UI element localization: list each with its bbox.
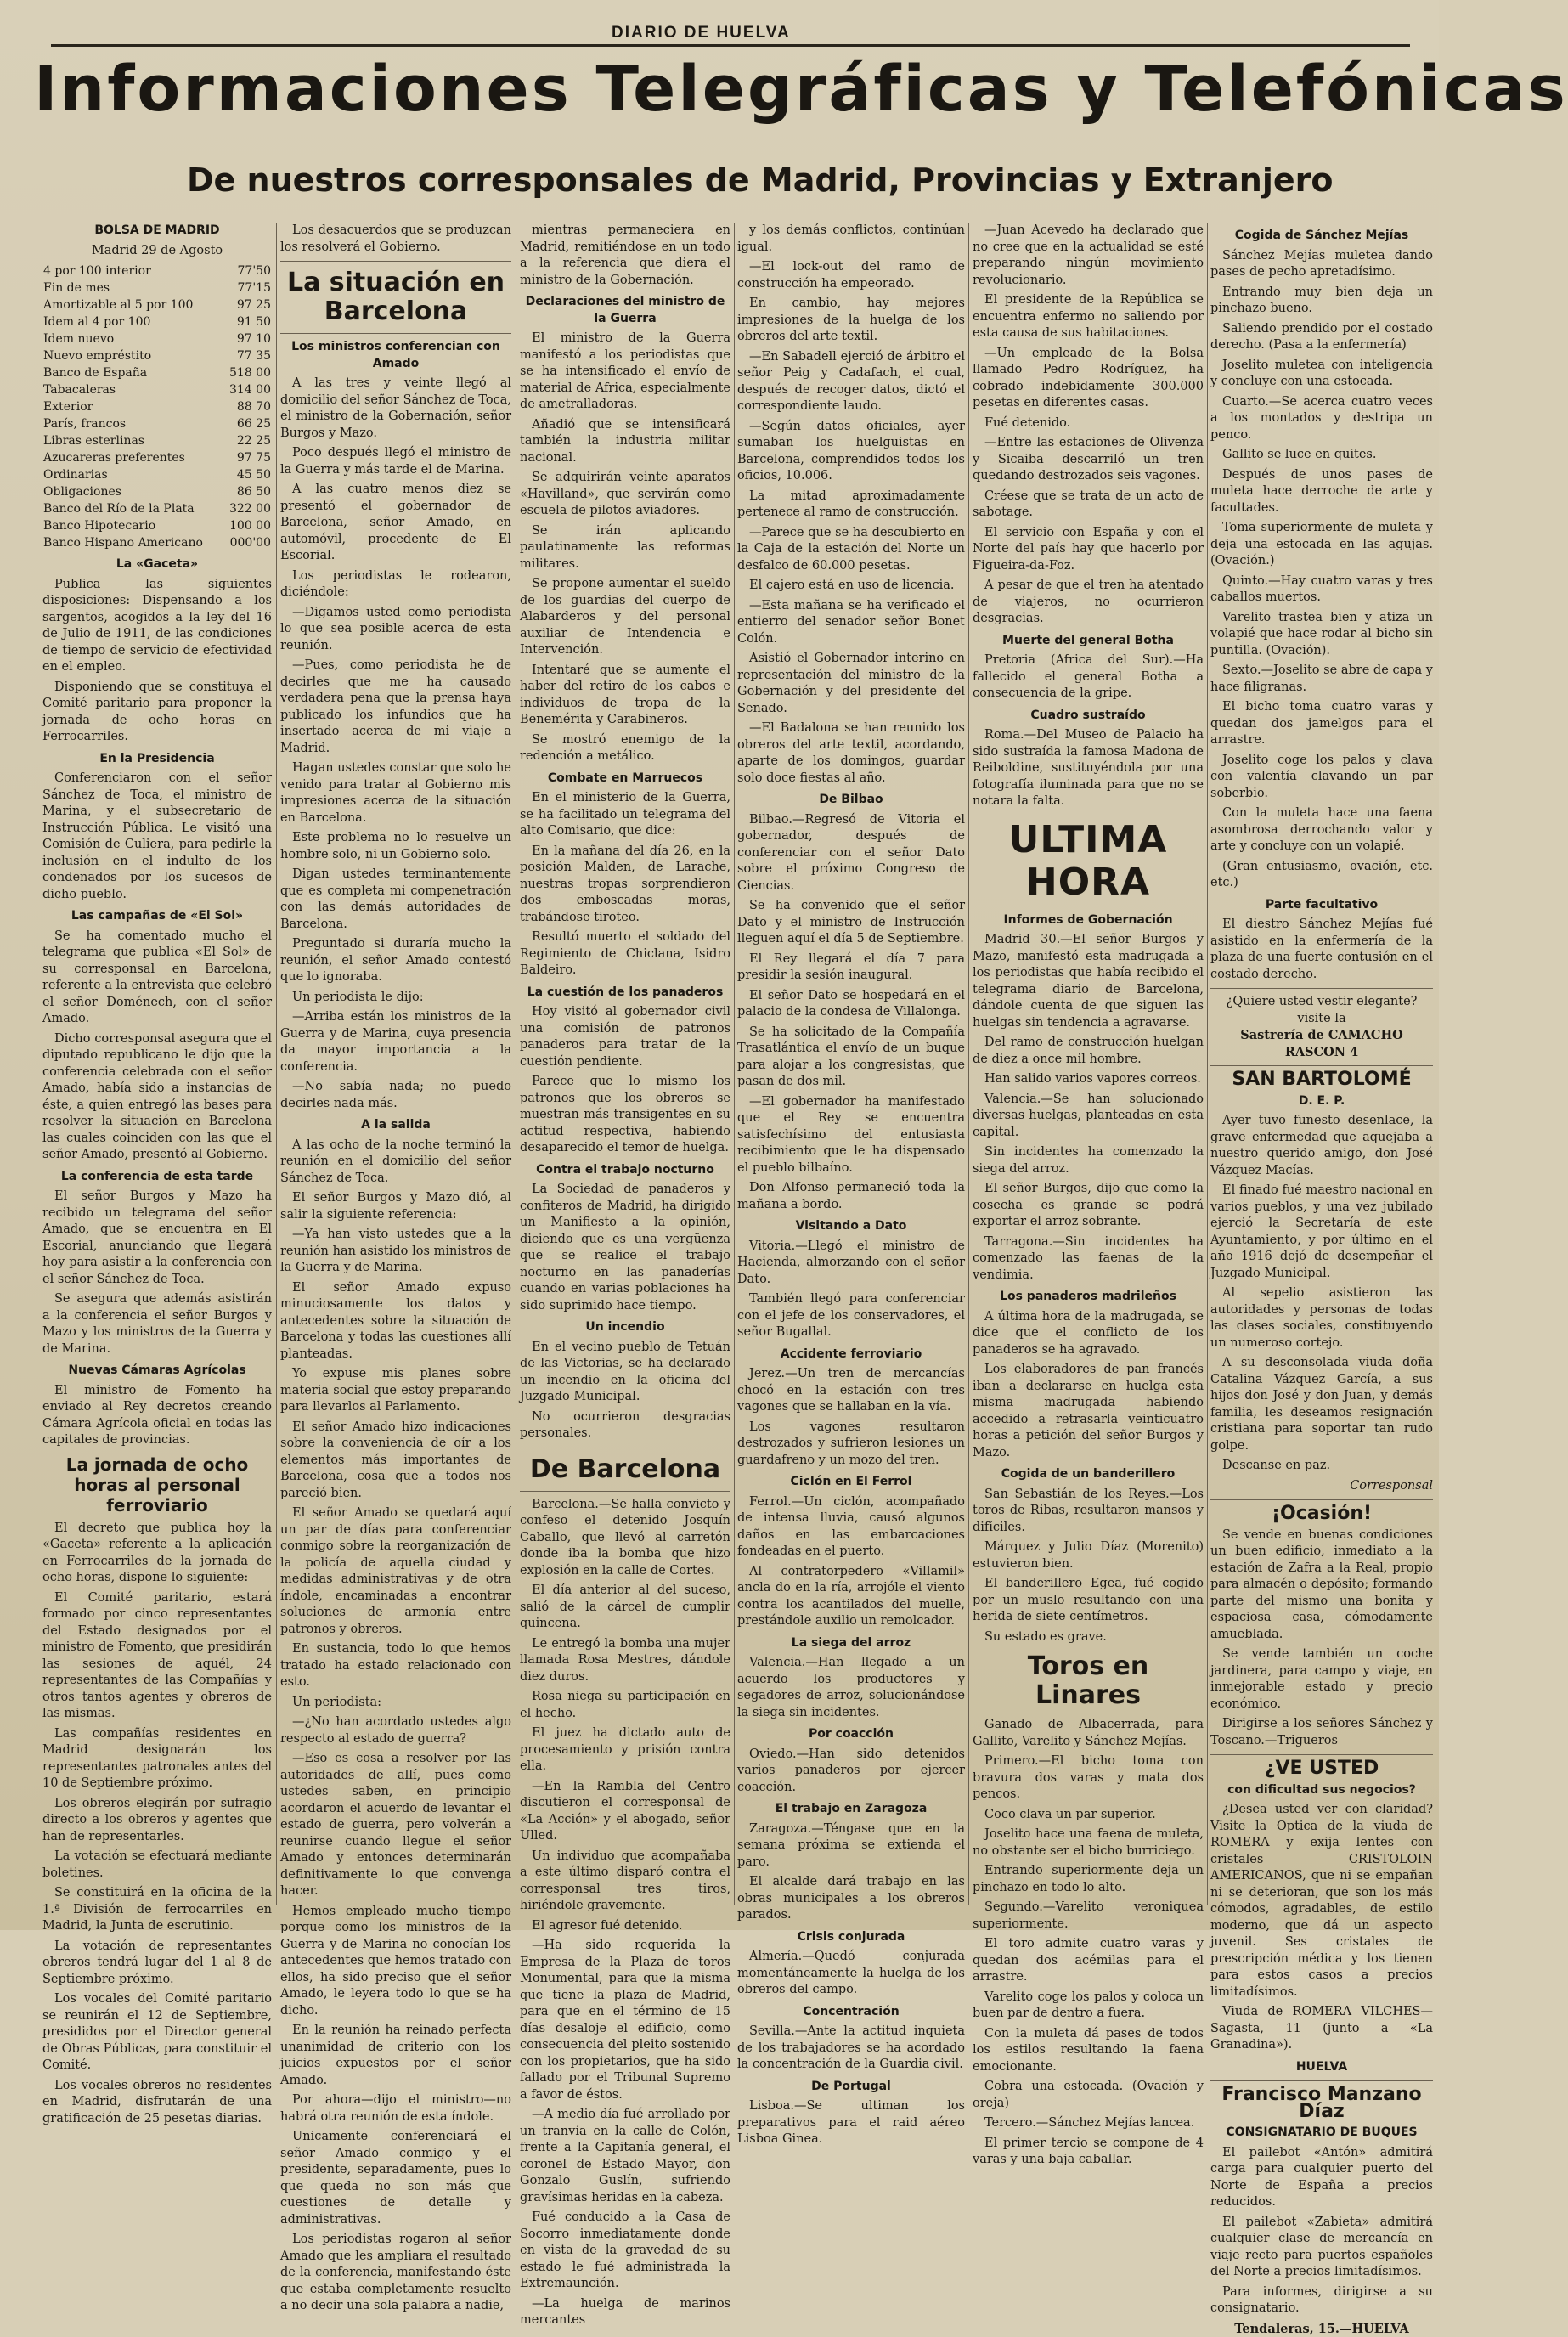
- bolsa-row: [42, 364, 272, 381]
- divider: [520, 1491, 730, 1492]
- paragraph: El ministro de la Guerra manifestó a los periodistas que se ha intensificado el envío de material de Africa, especialmente de ametralladoras.: [520, 330, 730, 414]
- bolsa-row: [42, 483, 272, 500]
- paragraph: Oviedo.—Han sido detenidos varios panaderos por ejercer coacción.: [737, 1747, 965, 1797]
- paragraph: —Eso es cosa a resolver por las autoridades de allí, pues como ustedes saben, en principio acordaron el acuerdo de levantar el estado de guerra, pero volverán a reunirse cuando llegue el señor Amado y entonces determinarán definitivamente lo que convenga hacer.: [280, 1751, 511, 1900]
- paragraph: Los obreros elegirán por sufragio directo a los obreros y agentes que han de representarles.: [42, 1796, 272, 1846]
- ad-city: HUELVA: [1210, 2059, 1433, 2076]
- paragraph: Los vocales del Comité paritario se reunirán el 12 de Septiembre, presididos por el Director general de Obras Públicas, para constituir el Comité.: [42, 1991, 272, 2075]
- page-subtitle: De nuestros corresponsales de Madrid, Provincias y Extranjero: [187, 161, 1291, 199]
- paragraph: Se vende en buenas condiciones un buen edificio, inmediato a la estación de Zafra a la Real, propio para almacén o depósito; formando parte del mismo una bonita y espaciosa casa, cómodamente amueblada.: [1210, 1527, 1433, 1644]
- paragraph: Madrid 30.—El señor Burgos y Mazo, manifestó esta madrugada a los periodistas que había recibido el telegrama diario de Barcelona, dándole cuenta de que siguen las huelgas sin tendencia a agravarse.: [973, 932, 1204, 1031]
- paragraph: Los elaboradores de pan francés iban a declararse en huelga esta misma madrugada habiendo accedido a retrasarla veinticuatro horas a petición del señor Burgos y Mazo.: [973, 1362, 1204, 1461]
- paragraph: A pesar de que el tren ha atentado de viajeros, no ocurrieron desgracias.: [973, 578, 1204, 628]
- bolsa-label: 4 por 100 interior: [42, 262, 223, 279]
- paragraph: Viuda de ROMERA VILCHES—Sagasta, 11 (junto a «La Granadina»).: [1210, 2004, 1433, 2054]
- section-heading: Las campañas de «El Sol»: [42, 908, 272, 925]
- bolsa-value: 91 50: [223, 313, 272, 330]
- paragraph: Con la muleta dá pases de todos los estilos resultando la faena emocionante.: [973, 2026, 1204, 2076]
- paragraph: Coco clava un par superior.: [973, 1807, 1204, 1824]
- bolsa-row: [42, 381, 272, 398]
- paragraph: Jerez.—Un tren de mercancías chocó en la estación con tres vagones que se hallaban en la vía.: [737, 1366, 965, 1416]
- paragraph: —Un empleado de la Bolsa llamado Pedro Rodríguez, ha cobrado indebidamente 300.000 pesetas en diferentes casas.: [973, 346, 1204, 412]
- paragraph: Para informes, dirigirse a su consignatario.: [1210, 2284, 1433, 2317]
- paragraph: Almería.—Quedó conjurada momentáneamente la huelga de los obreros del campo.: [737, 1949, 965, 1999]
- bolsa-value: 97 75: [223, 449, 272, 466]
- bolsa-label: Banco del Río de la Plata: [42, 500, 223, 517]
- paragraph: La Sociedad de panaderos y confiteros de Madrid, ha dirigido un Manifiesto a la opinión, diciendo que es una vergüenza que se realice el trabajo nocturno en las panaderías cuando en varias poblaciones ha sido suprimido hace tiempo.: [520, 1182, 730, 1314]
- paragraph: Se irán aplicando paulatinamente las reformas militares.: [520, 523, 730, 573]
- column-5: [973, 223, 1204, 1913]
- paragraph: Cobra una estocada. (Ovación y oreja): [973, 2079, 1204, 2112]
- column-rule: [276, 223, 277, 1905]
- section-heading: Nuevas Cámaras Agrícolas: [42, 1363, 272, 1380]
- column-3: [520, 223, 730, 1913]
- ad-text: ¿Quiere usted vestir elegante?: [1210, 994, 1433, 1011]
- section-heading: SAN BARTOLOMÉ: [1210, 1071, 1433, 1088]
- paragraph: A las tres y veinte llegó al domicilio del señor Sánchez de Toca, el ministro de la Gobernación, señor Burgos y Mazo.: [280, 375, 511, 442]
- paragraph: Roma.—Del Museo de Palacio ha sido sustraída la famosa Madona de Reiboldine, sustituyéndola por una fotografía iluminada para que no se notara la falta.: [973, 727, 1204, 810]
- paragraph: —Parece que se ha descubierto en la Caja de la estación del Norte un desfalco de 60.000 pesetas.: [737, 525, 965, 575]
- paragraph: El Rey llegará el día 7 para presidir la sesión inaugural.: [737, 951, 965, 985]
- paragraph: Asistió el Gobernador interino en representación del ministro de la Gobernación y del presidente del Senado.: [737, 651, 965, 717]
- paragraph: Joselito coge los palos y clava con valentía clavando un par soberbio.: [1210, 753, 1433, 803]
- paragraph: Tercero.—Sánchez Mejías lancea.: [973, 2115, 1204, 2132]
- paragraph: Tarragona.—Sin incidentes ha comenzado las faenas de la vendimia.: [973, 1234, 1204, 1284]
- section-heading: Cogida de Sánchez Mejías: [1210, 228, 1433, 245]
- ad-subheading: con dificultad sus negocios?: [1210, 1782, 1433, 1799]
- section-heading: Cuadro sustraído: [973, 708, 1204, 725]
- paragraph: Descanse en paz.: [1210, 1458, 1433, 1475]
- section-heading: Ciclón en El Ferrol: [737, 1474, 965, 1491]
- paragraph: Rosa niega su participación en el hecho.: [520, 1689, 730, 1722]
- bolsa-row: [42, 330, 272, 347]
- paragraph: Sexto.—Joselito se abre de capa y hace filigranas.: [1210, 663, 1433, 696]
- paragraph: Ganado de Albacerrada, para Gallito, Varelito y Sánchez Mejías.: [973, 1717, 1204, 1750]
- paragraph: Un periodista:: [280, 1695, 511, 1712]
- paragraph: Joselito hace una faena de muleta, no obstante ser el bicho burriciego.: [973, 1826, 1204, 1860]
- ad-text: visite la: [1210, 1011, 1433, 1028]
- paragraph: Cuarto.—Se acerca cuatro veces a los montados y destripa un penco.: [1210, 394, 1433, 444]
- bolsa-value: 97 25: [223, 296, 272, 313]
- bolsa-date: Madrid 29 de Agosto: [42, 243, 272, 260]
- bolsa-row: [42, 262, 272, 279]
- paragraph: Se mostró enemigo de la redención a metálico.: [520, 732, 730, 765]
- paragraph: —Ha sido requerida la Empresa de la Plaza de toros Monumental, para que la misma que tiene la plaza de Madrid, para que en el término de 15 días desaloje el edificio, como consecuencia del pleito sostenido con los propietarios, que ha sido fallado por el Tribunal Supremo a favor de éstos.: [520, 1938, 730, 2103]
- paragraph: —A medio día fué arrollado por un tranvía en la calle de Colón, frente a la Capitanía general, el coronel de Estado Mayor, don Gonzalo Guslín, sufriendo gravísimas heridas en la cabeza.: [520, 2107, 730, 2206]
- paragraph: También llegó para conferenciar con el jefe de los conservadores, el señor Bugallal.: [737, 1291, 965, 1341]
- paragraph: Joselito muletea con inteligencia y concluye con una estocada.: [1210, 358, 1433, 391]
- paragraph: Un periodista le dijo:: [280, 990, 511, 1007]
- bolsa-heading: BOLSA DE MADRID: [42, 223, 272, 240]
- paragraph: La votación se efectuará mediante boletines.: [42, 1849, 272, 1882]
- paragraph: Bilbao.—Regresó de Vitoria el gobernador, después de conferenciar con el señor Dato sobre el próximo Congreso de Ciencias.: [737, 812, 965, 895]
- paragraph: —En Sabadell ejerció de árbitro el señor Peig y Cadafach, el cual, después de recoger datos, dictó el correspondiente laudo.: [737, 349, 965, 415]
- section-heading: Combate en Marruecos: [520, 771, 730, 787]
- divider: [1210, 1754, 1433, 1755]
- paragraph: Hoy visitó al gobernador civil una comisión de patronos panaderos para tratar de la cuestión pendiente.: [520, 1004, 730, 1070]
- paragraph: —La huelga de marinos mercantes: [520, 2296, 730, 2329]
- paragraph: Conferenciaron con el señor Sánchez de Toca, el ministro de Marina, y el subsecretario de Instrucción Pública. Le visitó una Comisión de Culiera, para pedirle la inclusión en el indulto de los condenados por los sucesos de dicho pueblo.: [42, 771, 272, 903]
- paragraph: En el ministerio de la Guerra, se ha facilitado un telegrama del alto Comisario, que dice:: [520, 790, 730, 840]
- column-rule: [734, 223, 735, 1905]
- paragraph: La votación de representantes obreros tendrá lugar del 1 al 8 de Septiembre próximo.: [42, 1939, 272, 1989]
- bolsa-label: Banco Hipotecario: [42, 517, 223, 534]
- divider: [1210, 1065, 1433, 1066]
- paragraph: Dicho corresponsal asegura que el diputado republicano le dijo que la conferencia celebrada con el señor Amado, había sido a instancias de éste, a quien entregó las bases para resolver la situación en Barcelona las cuales coinciden con las que el señor Amado, presentó al Gobierno.: [42, 1031, 272, 1164]
- section-heading: Concentración: [737, 2004, 965, 2021]
- paragraph: En cambio, hay mejores impresiones de la huelga de los obreros del arte textil.: [737, 296, 965, 346]
- section-heading: Parte facultativo: [1210, 897, 1433, 914]
- divider: [280, 333, 511, 334]
- paragraph: Sánchez Mejías muletea dando pases de pecho apretadísimo.: [1210, 248, 1433, 281]
- bolsa-value: 45 50: [223, 466, 272, 483]
- paragraph: Valencia.—Se han solucionado diversas huelgas, planteadas en esta capital.: [973, 1092, 1204, 1142]
- column-rule: [968, 223, 969, 1905]
- paragraph: Se asegura que además asistirán a la conferencia el señor Burgos y Mazo y los ministros de la Guerra y de Marina.: [42, 1291, 272, 1358]
- section-heading: Los ministros conferencian con Amado: [280, 339, 511, 372]
- section-heading: Por coacción: [737, 1726, 965, 1743]
- paragraph: —Ya han visto ustedes que a la reunión han asistido los ministros de la Guerra y de Marina.: [280, 1227, 511, 1277]
- paragraph: El agresor fué detenido.: [520, 1918, 730, 1935]
- section-heading: Visitando a Dato: [737, 1218, 965, 1235]
- ad-heading: ¡Ocasión!: [1210, 1505, 1433, 1522]
- paragraph: El banderillero Egea, fué cogido por un muslo resultando con una herida de siete centímetros.: [973, 1576, 1204, 1626]
- bolsa-value: 518 00: [223, 364, 272, 381]
- column-4: [737, 223, 965, 1913]
- paragraph: Fué detenido.: [973, 415, 1204, 432]
- paragraph: Al contratorpedero «Villamil» ancla do en la ría, arrojóle el viento contra los acantilados del muelle, prestándole auxilio un remolcador.: [737, 1564, 965, 1630]
- paragraph: Intentaré que se aumente el haber del retiro de los cabos e individuos de tropa de la Benemérita y Carabineros.: [520, 663, 730, 729]
- bolsa-value: 314 00: [223, 381, 272, 398]
- paragraph: Poco después llegó el ministro de la Guerra y más tarde el de Marina.: [280, 445, 511, 478]
- paragraph: El señor Burgos, dijo que como la cosecha es grande se podrá exportar el arroz sobrante.: [973, 1181, 1204, 1231]
- section-heading: A la salida: [280, 1117, 511, 1134]
- section-heading: La cuestión de los panaderos: [520, 985, 730, 1002]
- paragraph: Vitoria.—Llegó el ministro de Hacienda, almorzando con el señor Dato.: [737, 1239, 965, 1289]
- paragraph: Los desacuerdos que se produzcan los resolverá el Gobierno.: [280, 223, 511, 256]
- bolsa-row: [42, 517, 272, 534]
- bolsa-row: [42, 534, 272, 551]
- paragraph: El presidente de la República se encuentra enfermo no saliendo por esta causa de sus habitaciones.: [973, 292, 1204, 342]
- bolsa-value: 88 70: [223, 398, 272, 415]
- section-subheading: D. E. P.: [1210, 1093, 1433, 1110]
- section-heading: Cogida de un banderillero: [973, 1466, 1204, 1483]
- paragraph: Han salido varios vapores correos.: [973, 1071, 1204, 1088]
- bolsa-value: 100 00: [223, 517, 272, 534]
- paragraph: En el vecino pueblo de Tetuán de las Victorias, se ha declarado un incendio en la oficina del Juzgado Municipal.: [520, 1340, 730, 1406]
- paragraph: La mitad aproximadamente pertenece al ramo de construcción.: [737, 488, 965, 522]
- column-rule: [1207, 223, 1208, 1905]
- paragraph: No ocurrieron desgracias personales.: [520, 1409, 730, 1442]
- bolsa-value: 86 50: [223, 483, 272, 500]
- bolsa-label: Banco Hispano Americano: [42, 534, 223, 551]
- paragraph: El señor Amado se quedará aquí un par de días para conferenciar conmigo sobre la reorganización de la policía de aquella ciudad y medidas administrativas y de otra índole, encaminadas a encontrar soluciones de armonía entre patronos y obreros.: [280, 1505, 511, 1638]
- bolsa-row: [42, 313, 272, 330]
- paragraph: Los periodistas rogaron al señor Amado que les ampliara el resultado de la conferencia, manifestando éste que estaba completamente resuelto a no decir una sola palabra a nadie,: [280, 2232, 511, 2315]
- ad-text: RASCON 4: [1210, 1044, 1433, 1061]
- paragraph: El señor Amado hizo indicaciones sobre la conveniencia de oír a los elementos más importantes de Barcelona, cosa que a todos nos pareció bien.: [280, 1420, 511, 1503]
- paragraph: Se constituirá en la oficina de la 1.ª División de ferrocarriles en Madrid, la Junta de escrutinio.: [42, 1885, 272, 1935]
- section-heading: Informes de Gobernación: [973, 912, 1204, 929]
- bolsa-row: [42, 500, 272, 517]
- paragraph: Después de unos pases de muleta hace derroche de arte y facultades.: [1210, 467, 1433, 517]
- paragraph: El primer tercio se compone de 4 varas y una baja caballar.: [973, 2136, 1204, 2169]
- paragraph: —El gobernador ha manifestado que el Rey se encuentra satisfechísimo del entusiasta recibimiento que le ha dispensado el pueblo bilbaíno.: [737, 1094, 965, 1177]
- paragraph: Unicamente conferenciará el señor Amado conmigo y el presidente, separadamente, pues lo que queda no son más que cuestiones de detalle y administrativas.: [280, 2129, 511, 2228]
- bolsa-label: Azucareras preferentes: [42, 449, 223, 466]
- bolsa-label: Libras esterlinas: [42, 432, 223, 449]
- paragraph: A su desconsolada viuda doña Catalina Vázquez García, a sus hijos don José y don Juan, y demás familia, les deseamos resignación cristiana para soportar tan rudo golpe.: [1210, 1355, 1433, 1454]
- bolsa-label: Obligaciones: [42, 483, 223, 500]
- paragraph: Los vocales obreros no residentes en Madrid, disfrutarán de una gratificación de 25 pesetas diarias.: [42, 2078, 272, 2128]
- bolsa-label: Fin de mes: [42, 279, 223, 296]
- paragraph: Créese que se trata de un acto de sabotage.: [973, 488, 1204, 522]
- paragraph: El señor Burgos y Mazo ha recibido un telegrama del señor Amado, que se encuentra en El Escorial, anunciando que llegará hoy para asistir a la conferencia con el señor Sánchez de Toca.: [42, 1188, 272, 1288]
- section-heading: De Bilbao: [737, 792, 965, 809]
- ad-heading: Francisco Manzano Díaz: [1210, 2086, 1433, 2120]
- section-heading: ULTIMA HORA: [973, 819, 1204, 904]
- paragraph: —Juan Acevedo ha declarado que no cree que en la actualidad se esté preparando ningún movimiento revolucionario.: [973, 223, 1204, 289]
- page-title: Informaciones Telegráficas y Telefónicas: [34, 53, 1419, 126]
- paragraph: Quinto.—Hay cuatro varas y tres caballos muertos.: [1210, 573, 1433, 607]
- paragraph: El juez ha dictado auto de procesamiento y prisión contra ella.: [520, 1725, 730, 1775]
- paragraph: Sin incidentes ha comenzado la siega del arroz.: [973, 1144, 1204, 1177]
- paragraph: Don Alfonso permaneció toda la mañana a bordo.: [737, 1180, 965, 1213]
- paragraph: —Pues, como periodista he de decirles que me ha causado verdadera pena que la prensa haya publicado los infundios que ha insertado acerca de mi viaje a Madrid.: [280, 658, 511, 757]
- masthead: [0, 0, 1439, 48]
- paragraph: Hagan ustedes constar que solo he venido para tratar al Gobierno mis impresiones acerca de la situación en Barcelona.: [280, 760, 511, 827]
- paragraph: Varelito coge los palos y coloca un buen par de dentro a fuera.: [973, 1990, 1204, 2023]
- paragraph: Publica las siguientes disposiciones: Dispensando a los sargentos, acogidos a la ley del 16 de Julio de 1911, de las condiciones de tiempo de servicio de efectividad en el empleo.: [42, 577, 272, 676]
- paragraph: Al sepelio asistieron las autoridades y personas de todas las clases sociales, constituyendo un numeroso cortejo.: [1210, 1285, 1433, 1352]
- bolsa-label: Tabacaleras: [42, 381, 223, 398]
- column-6: [1210, 223, 1433, 1913]
- bolsa-label: Amortizable al 5 por 100: [42, 296, 223, 313]
- paragraph: Con la muleta hace una faena asombrosa derrochando valor y arte y concluye con un volapié.: [1210, 805, 1433, 855]
- paragraph: El finado fué maestro nacional en varios pueblos, y una vez jubilado ejerció la Secretaría de este Ayuntamiento, y por último en el año 1916 dejó de desempeñar el Juzgado Municipal.: [1210, 1183, 1433, 1282]
- section-heading: En la Presidencia: [42, 751, 272, 768]
- paragraph: El cajero está en uso de licencia.: [737, 578, 965, 595]
- paragraph: En la mañana del día 26, en la posición Malden, de Larache, nuestras tropas sorprendieron dos emboscadas moras, trabándose tiroteo.: [520, 844, 730, 927]
- paragraph: Este problema no lo resuelve un hombre solo, ni un Gobierno solo.: [280, 830, 511, 863]
- paragraph: El pailebot «Antón» admitirá carga para cualquier puerto del Norte de España a precios reducidos.: [1210, 2145, 1433, 2211]
- paragraph: Se propone aumentar el sueldo de los guardias del cuerpo de Alabarderos y del personal auxiliar de Intendencia e Intervención.: [520, 576, 730, 659]
- section-heading: De Barcelona: [520, 1455, 730, 1484]
- bolsa-row: [42, 296, 272, 313]
- byline: Corresponsal: [1210, 1478, 1433, 1495]
- bolsa-value: 000'00: [223, 534, 272, 551]
- bolsa-label: Ordinarias: [42, 466, 223, 483]
- section-heading: De Portugal: [737, 2079, 965, 2096]
- paragraph: Preguntado si duraría mucho la reunión, el señor Amado contestó que lo ignoraba.: [280, 936, 511, 986]
- paragraph: Le entregó la bomba una mujer llamada Rosa Mestres, dándole diez duros.: [520, 1636, 730, 1686]
- section-heading: El trabajo en Zaragoza: [737, 1801, 965, 1818]
- section-heading: Crisis conjurada: [737, 1929, 965, 1946]
- paragraph: —Esta mañana se ha verificado el entierro del senador señor Bonet Colón.: [737, 598, 965, 648]
- section-heading: Contra el trabajo nocturno: [520, 1162, 730, 1179]
- paragraph: —Arriba están los ministros de la Guerra y de Marina, cuya presencia da mayor importancia a la conferencia.: [280, 1009, 511, 1075]
- section-heading: La jornada de ocho horas al personal ferroviario: [42, 1454, 272, 1516]
- paragraph: —Entre las estaciones de Olivenza y Sicaiba descarriló un tren quedando destrozados seis vagones.: [973, 435, 1204, 485]
- paragraph: Entrando muy bien deja un pinchazo bueno.: [1210, 285, 1433, 318]
- paragraph: Yo expuse mis planes sobre materia social que estoy preparando para llevarlos al Parlamento.: [280, 1366, 511, 1416]
- bolsa-row: [42, 279, 272, 296]
- paragraph: Se ha comentado mucho el telegrama que publica «El Sol» de su corresponsal en Barcelona, referente a la entrevista que celebró el señor Doménech, con el señor Amado.: [42, 929, 272, 1028]
- masthead-rule: [51, 44, 1410, 47]
- paragraph: Un individuo que acompañaba a este último disparó contra el corresponsal tres tiros, hiriéndole gravemente.: [520, 1849, 730, 1915]
- paragraph: Fué conducido a la Casa de Socorro inmediatamente donde en vista de la gravedad de su estado le fué administrada la Extremaunción.: [520, 2210, 730, 2293]
- divider: [1210, 1499, 1433, 1500]
- section-heading: Declaraciones del ministro de la Guerra: [520, 294, 730, 327]
- bolsa-row: [42, 398, 272, 415]
- bolsa-value: 97 10: [223, 330, 272, 347]
- paragraph: y los demás conflictos, continúan igual.: [737, 223, 965, 256]
- ad-text: Sastrería de CAMACHO: [1210, 1027, 1433, 1044]
- bolsa-row: [42, 466, 272, 483]
- paragraph: El señor Burgos y Mazo dió, al salir la siguiente referencia:: [280, 1190, 511, 1223]
- paragraph: Por ahora—dijo el ministro—no habrá otra reunión de esta índole.: [280, 2092, 511, 2125]
- bolsa-value: 77'50: [223, 262, 272, 279]
- bolsa-value: 22 25: [223, 432, 272, 449]
- paragraph: Primero.—El bicho toma con bravura dos varas y mata dos pencos.: [973, 1753, 1204, 1804]
- paragraph: A última hora de la madrugada, se dice que el conflicto de los panaderos se ha agravado.: [973, 1309, 1204, 1359]
- paragraph: El bicho toma cuatro varas y quedan dos jamelgos para el arrastre.: [1210, 699, 1433, 749]
- paragraph: Lisboa.—Se ultiman los preparativos para el raid aéreo Lisboa Ginea.: [737, 2098, 965, 2148]
- paragraph: El alcalde dará trabajo en las obras municipales a los obreros parados.: [737, 1874, 965, 1924]
- paragraph: A las cuatro menos diez se presentó el gobernador de Barcelona, señor Amado, en automóvil, procedente de El Escorial.: [280, 482, 511, 565]
- paragraph: Las compañías residentes en Madrid designarán los representantes patronales antes del 10 de Septiembre próximo.: [42, 1726, 272, 1792]
- paragraph: El Comité paritario, estará formado por cinco representantes del Estado designados por el ministro de Fomento, que presidirán las sesiones de aquél, 24 representantes de las Compañías y otros tantos agentes y obreros de las mismas.: [42, 1590, 272, 1723]
- ad-subheading: CONSIGNATARIO DE BUQUES: [1210, 2125, 1433, 2142]
- bolsa-label: Idem nuevo: [42, 330, 223, 347]
- paragraph: Barcelona.—Se halla convicto y confeso el detenido Josquín Caballo, que llevó al carretón donde iba la bomba que hizo explosión en la calle de Cortes.: [520, 1497, 730, 1580]
- paragraph: —No sabía nada; no puedo decirles nada más.: [280, 1079, 511, 1112]
- paragraph: Disponiendo que se constituya el Comité paritario para proponer la jornada de ocho horas en Ferrocarriles.: [42, 680, 272, 746]
- bolsa-value: 66 25: [223, 415, 272, 432]
- bolsa-row: [42, 415, 272, 432]
- paragraph: Se ha convenido que el señor Dato y el ministro de Instrucción lleguen aquí el día 5 de Septiembre.: [737, 898, 965, 948]
- paragraph: Saliendo prendido por el costado derecho. (Pasa a la enfermería): [1210, 321, 1433, 354]
- paragraph: El decreto que publica hoy la «Gaceta» referente a la aplicación en Ferrocarriles de la jornada de ocho horas, dispone lo siguiente:: [42, 1521, 272, 1587]
- section-heading: La siega del arroz: [737, 1635, 965, 1652]
- paragraph: El ministro de Fomento ha enviado al Rey decretos creando Cámara Agrícola oficial en todas las capitales de provincias.: [42, 1383, 272, 1449]
- paragraph: Ferrol.—Un ciclón, acompañado de intensa lluvia, causó algunos daños en las embarcaciones fondeadas en el puerto.: [737, 1494, 965, 1561]
- paragraph: Toma superiormente de muleta y deja una estocada en las agujas. (Ovación.): [1210, 520, 1433, 570]
- paragraph: Del ramo de construcción huelgan de diez a once mil hombre.: [973, 1035, 1204, 1068]
- paragraph: —El Badalona se han reunido los obreros del arte textil, acordando, aparte de los domingos, guardar solo doce fiestas al año.: [737, 720, 965, 787]
- divider: [280, 261, 511, 262]
- bolsa-label: Idem al 4 por 100: [42, 313, 223, 330]
- paragraph: Gallito se luce en quites.: [1210, 447, 1433, 464]
- advertisement-camacho: [1210, 994, 1433, 1060]
- paragraph: Sevilla.—Ante la actitud inquieta de los trabajadores se ha acordado la concentración de la Guardia civil.: [737, 2024, 965, 2074]
- paragraph: Zaragoza.—Téngase que en la semana próxima se extienda el paro.: [737, 1821, 965, 1871]
- paragraph: En la reunión ha reinado perfecta unanimidad de criterio con los juicios expuestos por el señor Amado.: [280, 2023, 511, 2089]
- column-1: [42, 223, 272, 1913]
- bolsa-row: [42, 432, 272, 449]
- paragraph: Ayer tuvo funesto desenlace, la grave enfermedad que aquejaba a nuestro querido amigo, don José Vázquez Macías.: [1210, 1113, 1433, 1179]
- divider: [1210, 2080, 1433, 2081]
- paragraph: El señor Amado expuso minuciosamente los datos y antecedentes sobre la situación de Barcelona y todas las cuestiones allí planteadas.: [280, 1280, 511, 1363]
- paragraph: El día anterior al del suceso, salió de la cárcel de cumplir quincena.: [520, 1583, 730, 1633]
- paragraph: En sustancia, todo lo que hemos tratado ha estado relacionado con esto.: [280, 1641, 511, 1691]
- paragraph: El señor Dato se hospedará en el palacio de la condesa de Villalonga.: [737, 988, 965, 1021]
- bolsa-label: Nuevo empréstito: [42, 347, 223, 364]
- section-heading: La situación en Barcelona: [280, 268, 511, 326]
- bolsa-label: Exterior: [42, 398, 223, 415]
- paragraph: El pailebot «Zabieta» admitirá cualquier clase de mercancía en viaje recto para puertos españoles del Norte a precios limitadísimos.: [1210, 2215, 1433, 2281]
- bolsa-value: 77 35: [223, 347, 272, 364]
- paragraph: El toro admite cuatro varas y quedan dos acémilas para el arrastre.: [973, 1936, 1204, 1986]
- bolsa-label: Banco de España: [42, 364, 223, 381]
- paragraph: San Sebastián de los Reyes.—Los toros de Ribas, resultaron mansos y difíciles.: [973, 1487, 1204, 1537]
- ad-heading: ¿VE USTED: [1210, 1760, 1433, 1777]
- paragraph: mientras permaneciera en Madrid, remitiéndose en un todo a la referencia que diera el ministro de la Gobernación.: [520, 223, 730, 289]
- section-heading: La conferencia de esta tarde: [42, 1169, 272, 1186]
- paragraph: Resultó muerto el soldado del Regimiento de Chiclana, Isidro Baldeiro.: [520, 929, 730, 979]
- divider: [1210, 988, 1433, 989]
- paragraph: Entrando superiormente deja un pinchazo en todo lo alto.: [973, 1863, 1204, 1896]
- ad-address: Tendaleras, 15.—HUELVA: [1210, 2321, 1433, 2337]
- newspaper-name: DIARIO DE HUELVA: [612, 24, 791, 42]
- paragraph: Se vende también un coche jardinera, para campo y viaje, en inmejorable estado y precio económico.: [1210, 1646, 1433, 1713]
- section-heading: Muerte del general Botha: [973, 633, 1204, 650]
- bolsa-table: [42, 223, 272, 551]
- paragraph: —¿No han acordado ustedes algo respecto al estado de guerra?: [280, 1714, 511, 1747]
- column-2: [280, 223, 511, 1913]
- paragraph: Los periodistas le rodearon, diciéndole:: [280, 568, 511, 601]
- bolsa-value: 77'15: [223, 279, 272, 296]
- section-heading: La «Gaceta»: [42, 556, 272, 573]
- paragraph: —El lock-out del ramo de construcción ha empeorado.: [737, 259, 965, 292]
- paragraph: Se adquirirán veinte aparatos «Havilland», que servirán como escuela de pilotos aviadores.: [520, 470, 730, 520]
- bolsa-rows: [42, 262, 272, 551]
- paragraph: —En la Rambla del Centro discutieron el corresponsal de «La Acción» y el abogado, señor Ulled.: [520, 1779, 730, 1845]
- paragraph: Añadió que se intensificará también la industria militar nacional.: [520, 417, 730, 467]
- paragraph: Digan ustedes terminantemente que es completa mi compenetración con las demás autoridades de Barcelona.: [280, 866, 511, 933]
- paragraph: Su estado es grave.: [973, 1629, 1204, 1646]
- paragraph: —Según datos oficiales, ayer sumaban los huelguistas en Barcelona, comprendidos todos los oficios, 10.006.: [737, 419, 965, 485]
- paragraph: ¿Desea usted ver con claridad? Visite la Optica de la viuda de ROMERA y exija lentes con cristales CRISTOLOIN AMERICANOS, que ni se empañan ni se deterioran, que son los más cómodos, agradables, de estilo moderno, que dá un aspecto juvenil. Ses cristales de prescripción médica y los tienen para estos casos a precios limitadísimos.: [1210, 1802, 1433, 2001]
- paragraph: Pretoria (Africa del Sur).—Ha fallecido el general Botha a consecuencia de la gripe.: [973, 652, 1204, 703]
- section-heading: Accidente ferroviario: [737, 1346, 965, 1363]
- paragraph: Segundo.—Varelito veroniquea superiormente.: [973, 1900, 1204, 1933]
- bolsa-row: [42, 347, 272, 364]
- paragraph: (Gran entusiasmo, ovación, etc. etc.): [1210, 859, 1433, 892]
- paragraph: Márquez y Julio Díaz (Morenito) estuvieron bien.: [973, 1539, 1204, 1572]
- paragraph: Parece que lo mismo los patronos que los obreros se muestran más transigentes en su actitud respectiva, habiendo desaparecido el temor de huelga.: [520, 1074, 730, 1157]
- paragraph: Varelito trastea bien y atiza un volapié que hace rodar al bicho sin puntilla. (Ovación).: [1210, 610, 1433, 660]
- section-heading: Toros en Linares: [973, 1652, 1204, 1710]
- paragraph: El diestro Sánchez Mejías fué asistido en la enfermería de la plaza de una fuerte contusión en el costado derecho.: [1210, 917, 1433, 983]
- paragraph: El servicio con España y con el Norte del país hay que hacerlo por Figueira-da-Foz.: [973, 525, 1204, 575]
- paragraph: —Digamos usted como periodista lo que sea posible acerca de esta reunión.: [280, 605, 511, 655]
- paragraph: Hemos empleado mucho tiempo porque como los ministros de la Guerra y de Marina no conocían los antecedentes que hemos tratado con ellos, ha sido preciso que el señor Amado, le leyera todo lo que se ha dicho.: [280, 1904, 511, 2020]
- paragraph: A las ocho de la noche terminó la reunión en el domicilio del señor Sánchez de Toca.: [280, 1137, 511, 1188]
- bolsa-row: [42, 449, 272, 466]
- section-heading: Los panaderos madrileños: [973, 1289, 1204, 1306]
- paragraph: Se ha solicitado de la Compañía Trasatlántica el envío de un buque para alojar a los congresistas, que pasan de dos mil.: [737, 1025, 965, 1091]
- paragraph: Dirigirse a los señores Sánchez y Toscano.—Trigueros: [1210, 1716, 1433, 1749]
- paragraph: Valencia.—Han llegado a un acuerdo los productores y segadores de arroz, solucionándose la siega sin incidentes.: [737, 1655, 965, 1721]
- bolsa-value: 322 00: [223, 500, 272, 517]
- bolsa-label: París, francos: [42, 415, 223, 432]
- paragraph: Los vagones resultaron destrozados y sufrieron lesiones un guardafreno y un mozo del tren.: [737, 1420, 965, 1470]
- section-heading: Un incendio: [520, 1319, 730, 1336]
